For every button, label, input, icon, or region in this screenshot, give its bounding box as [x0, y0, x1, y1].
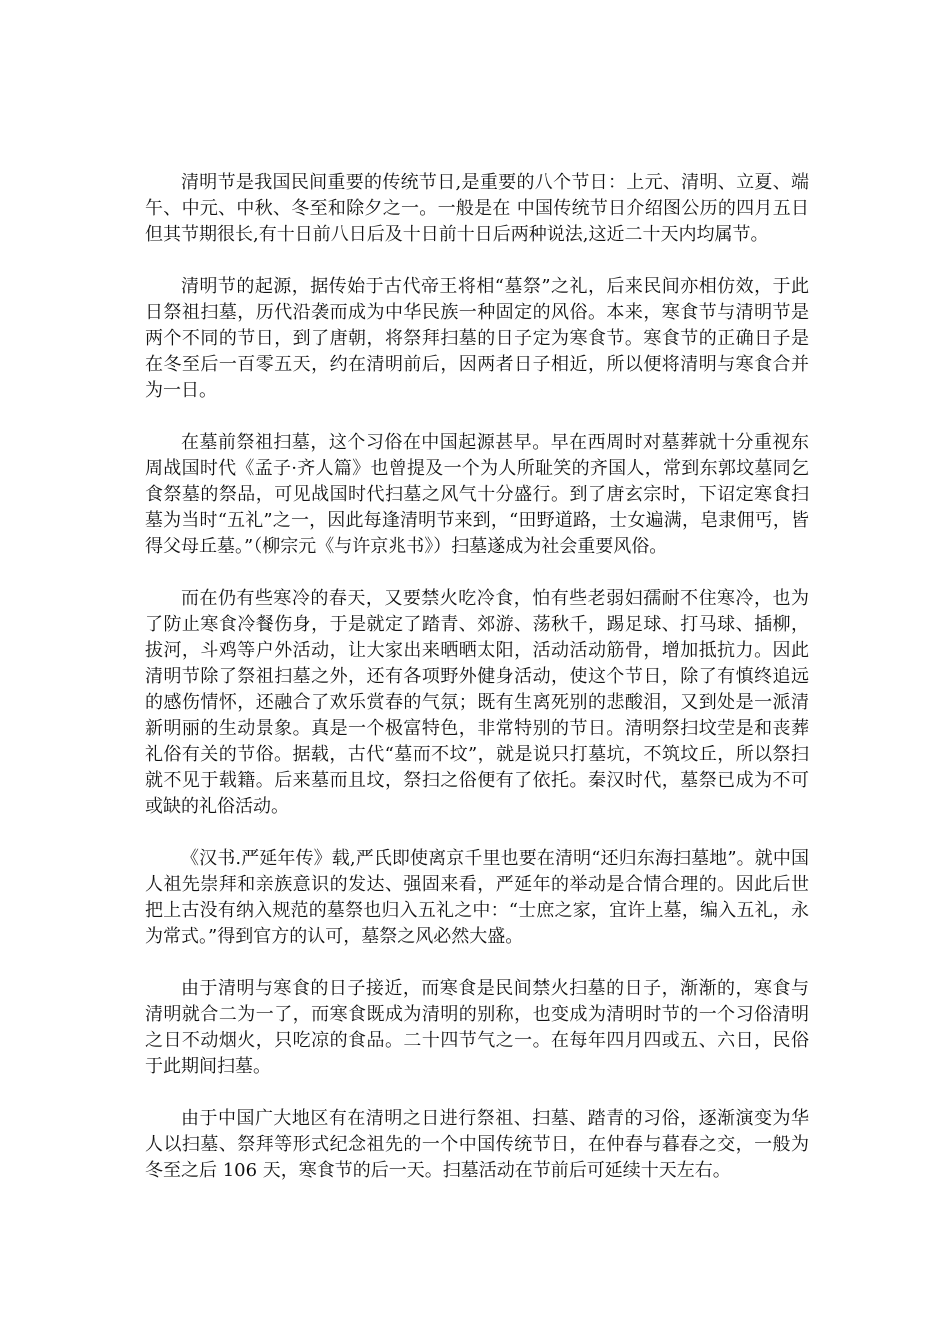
paragraph-4: 而在仍有些寒冷的春天，又要禁火吃冷食，怕有些老弱妇孺耐不住寒冷，也为了防止寒食冷餐伤身，于是就定了踏青、郊游、荡秋千，踢足球、打马球、插柳，拔河，斗鸡等户外活动，让大家出来晒晒太阳，活动活动筋骨，增加抵抗力。因此清明节除了祭祖扫墓之外，还有各项野外健身活动，使这个节日，除了有慎终追远的感伤情怀，还融合了欢乐赏春的气氛；既有生离死别的悲酸泪，又到处是一派清新明丽的生动景象。真是一个极富特色，非常特别的节日。清明祭扫坟茔是和丧葬礼俗有关的节俗。据载，古代“墓而不坟”，就是说只打墓坑，不筑坟丘，所以祭扫就不见于载籍。后来墓而且坟，祭扫之俗便有了依托。秦汉时代，墓祭已成为不可或缺的礼俗活动。 [145, 588, 809, 817]
paragraph-3: 在墓前祭祖扫墓，这个习俗在中国起源甚早。早在西周时对墓葬就十分重视东周战国时代《孟子·齐人篇》也曾提及一个为人所耻笑的齐国人，常到东郭坟墓同乞食祭墓的祭品，可见战国时代扫墓之风气十分盛行。到了唐玄宗时，下诏定寒食扫墓为当时“五礼”之一，因此每逢清明节来到，“田野道路，士女遍满，皂隶佣丐，皆得父母丘墓。”（柳宗元《与许京兆书》）扫墓遂成为社会重要风俗。 [145, 432, 809, 557]
paragraph-6: 由于清明与寒食的日子接近，而寒食是民间禁火扫墓的日子，渐渐的，寒食与清明就合二为一了，而寒食既成为清明的别称，也变成为清明时节的一个习俗清明之日不动烟火，只吃凉的食品。二十四节气之一。在每年四月四或五、六日，民俗于此期间扫墓。 [145, 978, 809, 1077]
paragraph-2: 清明节的起源，据传始于古代帝王将相“墓祭”之礼，后来民间亦相仿效，于此日祭祖扫墓，历代沿袭而成为中华民族一种固定的风俗。本来，寒食节与清明节是两个不同的节日，到了唐朝，将祭拜扫墓的日子定为寒食节。寒食节的正确日子是在冬至后一百零五天，约在清明前后，因两者日子相近，所以便将清明与寒食合并为一日。 [145, 276, 809, 401]
paragraph-7: 由于中国广大地区有在清明之日进行祭祖、扫墓、踏青的习俗，逐渐演变为华人以扫墓、祭拜等形式纪念祖先的一个中国传统节日，在仲春与暮春之交，一般为冬至之后 106 天，寒食节的后一天。扫墓活动在节前后可延续十天左右。 [145, 1108, 809, 1181]
paragraph-1: 清明节是我国民间重要的传统节日,是重要的八个节日：上元、清明、立夏、端午、中元、中秋、冬至和除夕之一。一般是在 中国传统节日介绍图公历的四月五日但其节期很长,有十日前八日后及十日前十日后两种说法,这近二十天内均属节。 [145, 172, 809, 245]
document-body [145, 170, 809, 1210]
paragraph-5: 《汉书.严延年传》载,严氏即使离京千里也要在清明“还归东海扫墓地”。就中国人祖先崇拜和亲族意识的发达、强固来看，严延年的举动是合情合理的。因此后世把上古没有纳入规范的墓祭也归入五礼之中：“士庶之家，宜许上墓，编入五礼，永为常式。”得到官方的认可，墓祭之风必然大盛。 [145, 848, 809, 947]
